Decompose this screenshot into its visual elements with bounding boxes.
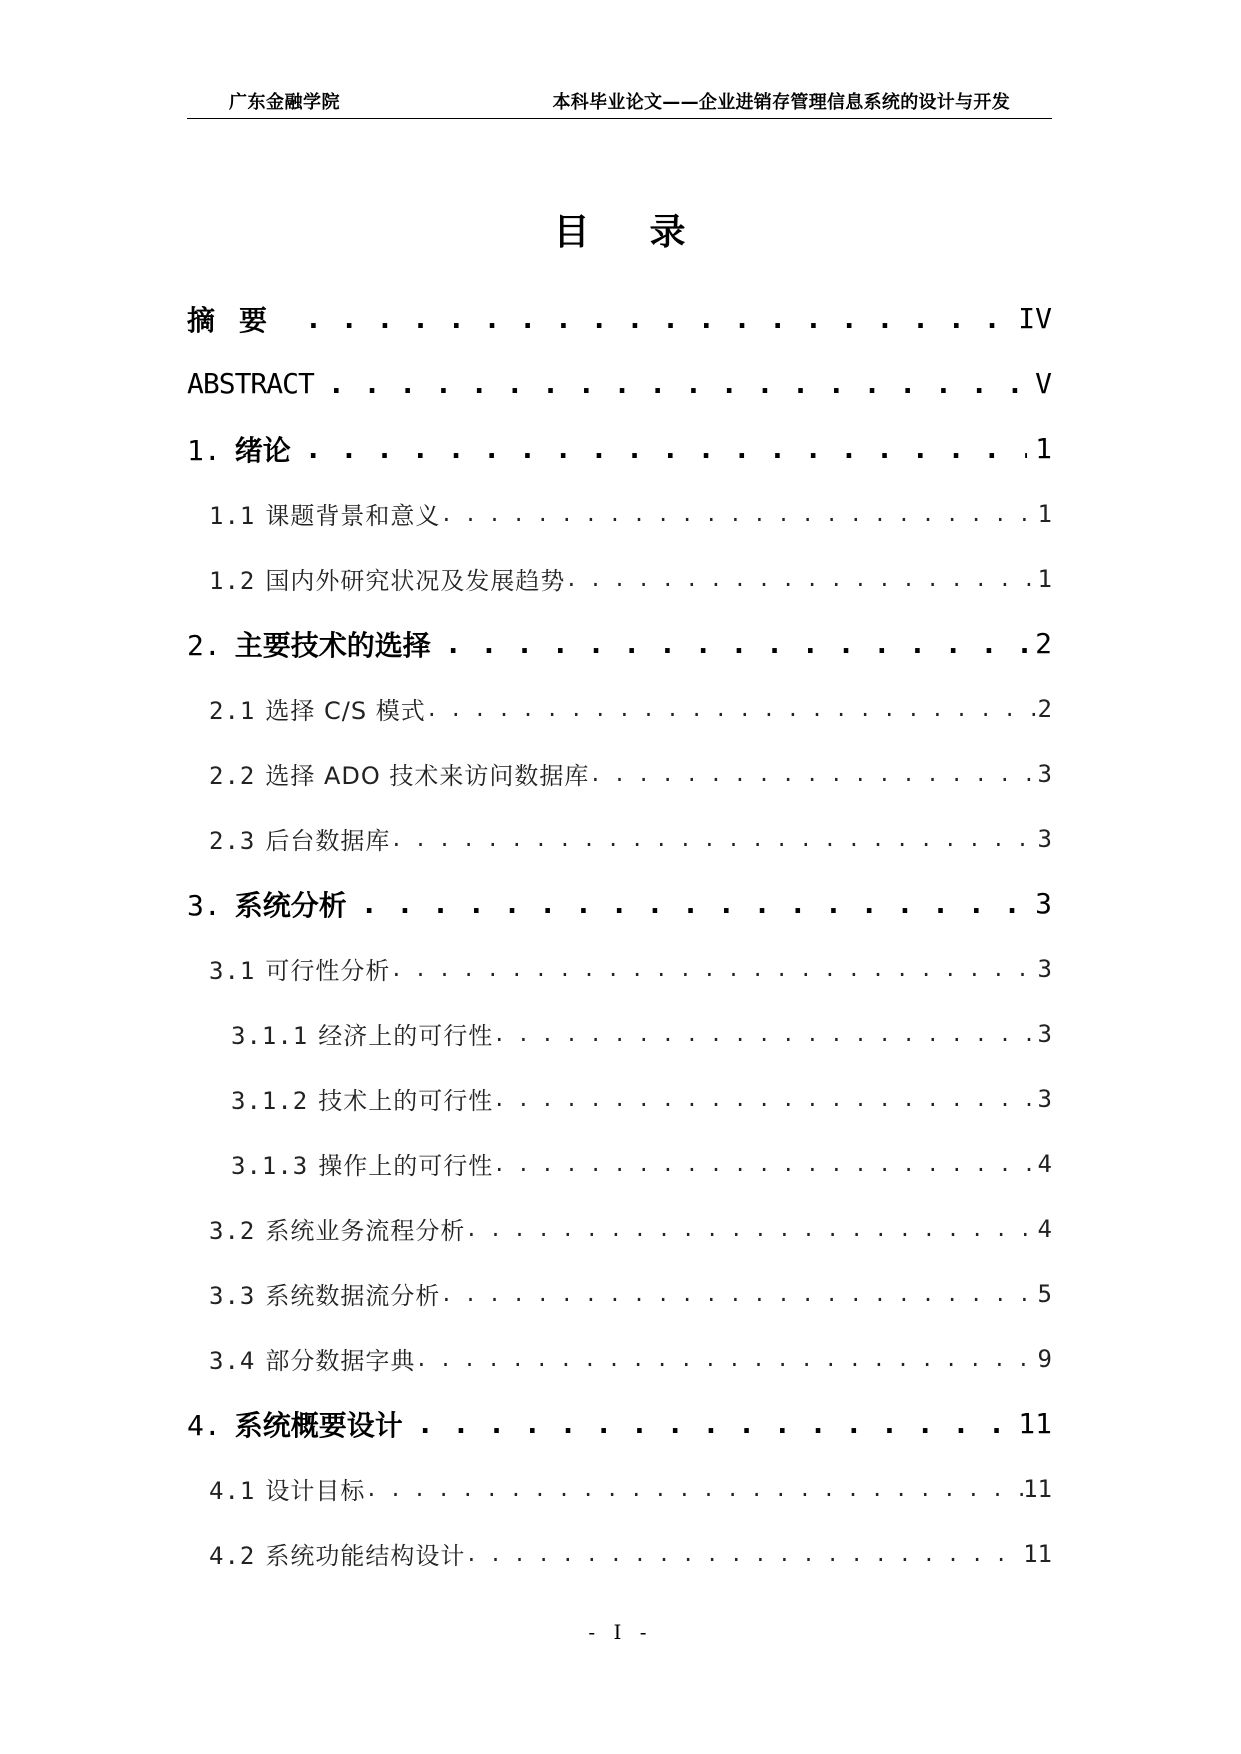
toc-entry-label	[231, 1081, 493, 1116]
toc-entry-page: 11	[1023, 1539, 1052, 1568]
toc-entry-text: 系统分析	[234, 888, 347, 922]
toc-entry-number: 3.	[187, 888, 221, 922]
toc-entry-page: 1	[1037, 564, 1052, 593]
toc-entry-page: 4	[1037, 1149, 1052, 1178]
toc-entry[interactable]	[187, 1521, 1052, 1586]
toc-entry-number: 3.1.2	[231, 1087, 309, 1115]
toc-entry-page: 3	[1037, 954, 1052, 983]
toc-entry-number: 1.	[187, 433, 221, 467]
toc-dot-leader	[361, 890, 1027, 918]
toc-entry[interactable]	[187, 416, 1052, 481]
toc-heading	[0, 204, 1241, 255]
toc-entry[interactable]	[187, 1456, 1052, 1521]
toc-entry-text: 设计目标	[265, 1477, 366, 1505]
toc-entry[interactable]	[187, 1196, 1052, 1261]
toc-entry-text: 主要技术的选择	[234, 628, 431, 662]
toc-entry-label	[209, 561, 565, 596]
toc-entry-number: 3.2	[209, 1217, 256, 1245]
toc-dot-leader	[417, 1410, 1011, 1438]
toc-entry[interactable]	[187, 871, 1052, 936]
toc-entry-text: 系统概要设计	[234, 1408, 403, 1442]
toc-entry-text: 部分数据字典	[265, 1347, 416, 1375]
toc-entry-label	[209, 1341, 415, 1376]
toc-dot-leader	[440, 504, 1037, 524]
toc-entry-page: 5	[1037, 1279, 1052, 1308]
toc-entry-label	[187, 1404, 403, 1444]
toc-entry[interactable]	[187, 741, 1052, 806]
toc-entry-number: 1.1	[209, 502, 256, 530]
toc-entry-number: 2.	[187, 628, 221, 662]
toc-entry-text: 系统数据流分析	[265, 1282, 441, 1310]
toc-entry-number: 2.3	[209, 827, 256, 855]
toc-entry[interactable]	[187, 806, 1052, 871]
toc-entry-number: 3.4	[209, 1347, 256, 1375]
page-number-footer: - I -	[588, 1620, 653, 1644]
page-header	[187, 88, 1052, 119]
toc-dot-leader	[465, 1219, 1037, 1239]
toc-entry-number: 2.2	[209, 762, 256, 790]
toc-entry-label	[209, 496, 440, 531]
toc-entry-label	[209, 1471, 365, 1506]
toc-entry-label	[209, 1276, 440, 1311]
toc-entry-label	[187, 429, 291, 469]
toc-heading-part2: 录	[649, 212, 688, 253]
toc-entry-text: 系统业务流程分析	[265, 1217, 466, 1245]
toc-entry-text: 选择 ADO 技术来访问数据库	[265, 762, 590, 790]
header-thesis-title: 本科毕业论文——企业进销存管理信息系统的设计与开发	[552, 92, 1010, 113]
toc-entry-label	[209, 1211, 465, 1246]
toc-dot-leader	[440, 1284, 1037, 1304]
toc-dot-leader	[565, 569, 1037, 589]
toc-heading-part1: 目	[553, 212, 592, 253]
toc-entry-page: 1	[1037, 499, 1052, 528]
toc-entry-label	[209, 756, 589, 791]
toc-entry[interactable]	[187, 1391, 1052, 1456]
toc-dot-leader	[415, 1349, 1037, 1369]
toc-entry-page: 3	[1037, 1019, 1052, 1048]
toc-dot-leader	[589, 764, 1037, 784]
toc-entry-page: 1	[1035, 432, 1052, 465]
toc-entry-page: 11	[1023, 1474, 1052, 1503]
toc-dot-leader	[493, 1024, 1037, 1044]
toc-entry-text: 经济上的可行性	[318, 1022, 494, 1050]
toc-entry[interactable]	[187, 611, 1052, 676]
table-of-contents	[187, 286, 1052, 1586]
toc-entry-number: 4.2	[209, 1542, 256, 1570]
toc-dot-leader	[305, 305, 1010, 333]
toc-entry-number: 3.3	[209, 1282, 256, 1310]
toc-entry-label	[231, 1146, 493, 1181]
toc-entry-label	[209, 691, 426, 726]
toc-entry-label	[187, 367, 314, 400]
toc-entry[interactable]	[187, 546, 1052, 611]
toc-entry-page: 3	[1037, 1084, 1052, 1113]
toc-dot-leader	[390, 959, 1037, 979]
toc-entry[interactable]	[187, 481, 1052, 546]
toc-entry-text: ABSTRACT	[187, 367, 314, 400]
toc-entry-page: 2	[1035, 627, 1052, 660]
toc-entry-page: 9	[1037, 1344, 1052, 1373]
toc-entry-label	[209, 1536, 465, 1571]
toc-entry[interactable]	[187, 1001, 1052, 1066]
toc-entry-text: 课题背景和意义	[265, 502, 441, 530]
toc-entry[interactable]	[187, 351, 1052, 416]
toc-entry-text: 摘要	[187, 303, 292, 337]
toc-dot-leader	[328, 370, 1027, 398]
toc-entry-text: 技术上的可行性	[318, 1087, 494, 1115]
toc-entry[interactable]	[187, 286, 1052, 351]
toc-entry[interactable]	[187, 936, 1052, 1001]
toc-entry-page: 3	[1037, 824, 1052, 853]
toc-entry-number: 3.1.1	[231, 1022, 309, 1050]
toc-dot-leader	[445, 630, 1027, 658]
toc-entry-number: 1.2	[209, 567, 256, 595]
header-school-name: 广东金融学院	[229, 92, 340, 113]
toc-entry-page: IV	[1018, 302, 1052, 335]
toc-entry-number: 4.	[187, 1408, 221, 1442]
toc-entry-text: 系统功能结构设计	[265, 1542, 466, 1570]
toc-entry-label	[209, 821, 390, 856]
toc-entry-label	[187, 299, 291, 339]
toc-dot-leader	[365, 1479, 1023, 1499]
toc-entry-page: 3	[1037, 759, 1052, 788]
toc-entry-number: 3.1.3	[231, 1152, 309, 1180]
toc-entry-label	[231, 1016, 493, 1051]
toc-entry[interactable]	[187, 1261, 1052, 1326]
toc-entry-number: 3.1	[209, 957, 256, 985]
toc-entry-label	[187, 624, 431, 664]
toc-entry-text: 选择 C/S 模式	[265, 697, 426, 725]
toc-entry-text: 后台数据库	[265, 827, 391, 855]
toc-entry-page: 4	[1037, 1214, 1052, 1243]
toc-entry-text: 可行性分析	[265, 957, 391, 985]
toc-entry-number: 4.1	[209, 1477, 256, 1505]
toc-entry-label	[187, 884, 347, 924]
toc-dot-leader	[305, 435, 1027, 463]
toc-dot-leader	[390, 829, 1037, 849]
toc-entry-text: 绪论	[234, 433, 291, 467]
toc-entry[interactable]	[187, 1326, 1052, 1391]
toc-entry[interactable]	[187, 1131, 1052, 1196]
toc-entry-text: 国内外研究状况及发展趋势	[265, 567, 566, 595]
toc-entry-number: 2.1	[209, 697, 256, 725]
toc-dot-leader	[493, 1154, 1037, 1174]
toc-dot-leader	[465, 1544, 1023, 1564]
toc-entry[interactable]	[187, 1066, 1052, 1131]
toc-entry-page: 2	[1037, 694, 1052, 723]
toc-entry-page: V	[1035, 367, 1052, 400]
toc-entry[interactable]	[187, 676, 1052, 741]
toc-dot-leader	[426, 699, 1038, 719]
toc-entry-page: 11	[1018, 1407, 1052, 1440]
toc-entry-text: 操作上的可行性	[318, 1152, 494, 1180]
toc-dot-leader	[493, 1089, 1037, 1109]
toc-entry-label	[209, 951, 390, 986]
toc-entry-page: 3	[1035, 887, 1052, 920]
